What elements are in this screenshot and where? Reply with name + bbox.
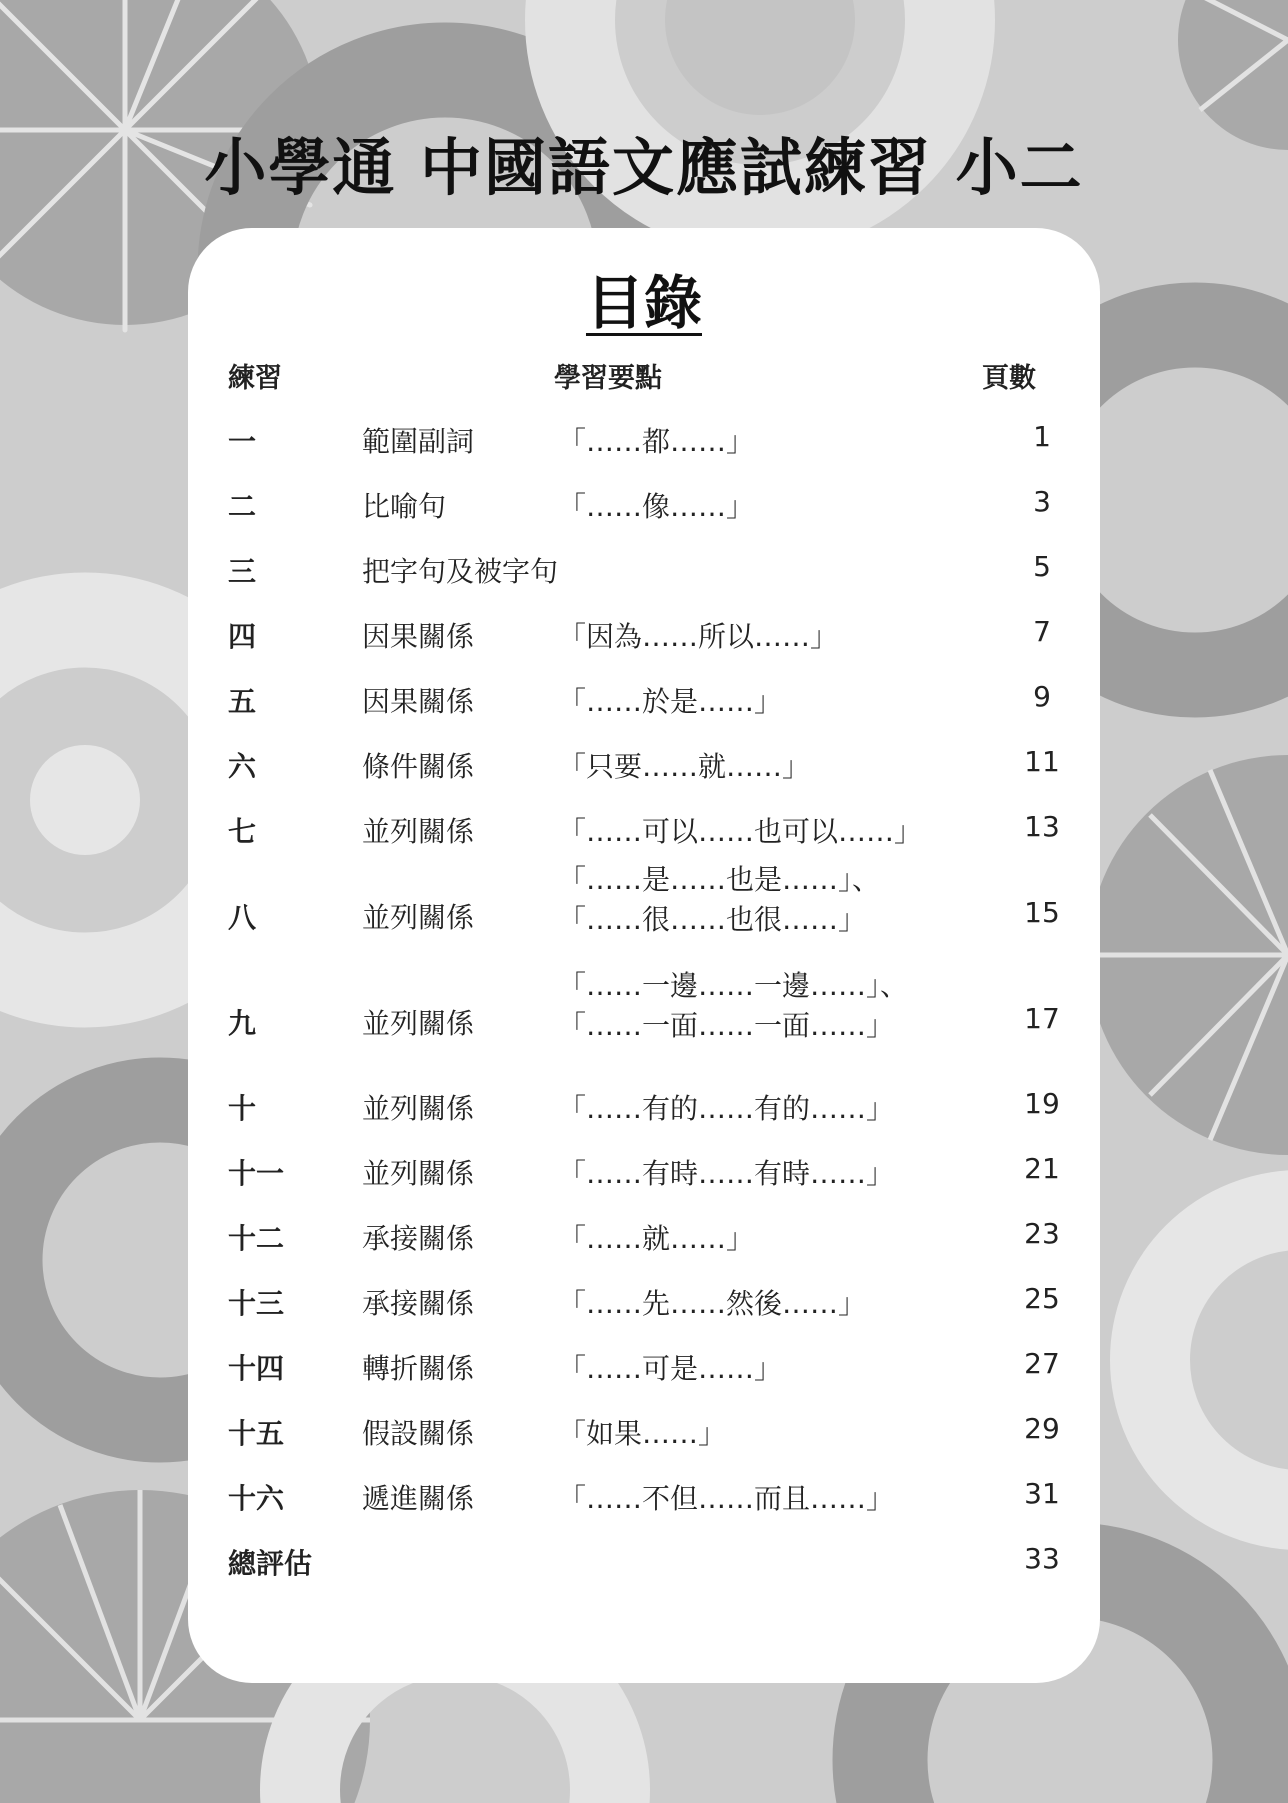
sentence-pattern: 「因為……所以……」 — [558, 620, 839, 653]
exercise-number: 一 — [228, 425, 257, 458]
learning-topic: 條件關係 — [362, 750, 475, 783]
learning-topic: 承接關係 — [362, 1287, 475, 1320]
toc-row — [188, 863, 1100, 936]
exercise-number: 五 — [228, 685, 257, 718]
column-header-focus: 學習要點 — [554, 363, 662, 394]
learning-topic: 並列關係 — [362, 901, 475, 934]
sentence-pattern: 「……可以……也可以……」 — [558, 815, 923, 848]
exercise-number: 四 — [228, 620, 257, 653]
toc-row — [188, 1542, 1100, 1582]
sentence-pattern — [558, 860, 880, 940]
page-number: 11 — [1024, 745, 1060, 778]
exercise-number: 十 — [228, 1092, 257, 1125]
learning-topic: 並列關係 — [362, 1007, 475, 1040]
page-number: 19 — [1024, 1087, 1060, 1120]
learning-topic: 承接關係 — [362, 1222, 475, 1255]
exercise-number: 十四 — [228, 1352, 285, 1385]
page-number: 33 — [1024, 1542, 1060, 1575]
exercise-number: 六 — [228, 750, 257, 783]
toc-row — [188, 745, 1100, 785]
toc-row — [188, 969, 1100, 1042]
page-number: 3 — [1033, 485, 1051, 518]
page-number: 31 — [1024, 1477, 1060, 1510]
toc-row — [188, 420, 1100, 460]
learning-topic: 因果關係 — [362, 620, 475, 653]
toc-row — [188, 810, 1100, 850]
exercise-number: 十二 — [228, 1222, 285, 1255]
sentence-pattern: 「只要……就……」 — [558, 750, 811, 783]
page-number: 15 — [1024, 896, 1060, 929]
exercise-number: 七 — [228, 815, 257, 848]
sentence-pattern: 「……像……」 — [558, 490, 755, 523]
sentence-pattern: 「……都……」 — [558, 425, 755, 458]
sentence-pattern: 「……於是……」 — [558, 685, 783, 718]
page-number: 1 — [1033, 420, 1051, 453]
sentence-pattern-line-2: 「……很……也很……」 — [558, 903, 867, 936]
learning-topic: 轉折關係 — [362, 1352, 475, 1385]
learning-topic: 並列關係 — [362, 1092, 475, 1125]
learning-topic: 把字句及被字句 — [362, 555, 559, 588]
page-number: 25 — [1024, 1282, 1060, 1315]
toc-heading: 目錄 — [585, 269, 702, 337]
sentence-pattern: 「……就……」 — [558, 1222, 755, 1255]
column-header-exercise: 練習 — [228, 363, 282, 394]
toc-row — [188, 1087, 1100, 1127]
toc-row — [188, 1217, 1100, 1257]
column-header-page: 頁數 — [982, 363, 1036, 394]
sentence-pattern: 「……有的……有的……」 — [558, 1092, 895, 1125]
exercise-number: 二 — [228, 490, 257, 523]
page-number: 21 — [1024, 1152, 1060, 1185]
book-title: 小學通 中國語文應試練習 小二 — [204, 131, 1084, 204]
toc-row — [188, 1282, 1100, 1322]
toc-row — [188, 550, 1100, 590]
toc-row — [188, 680, 1100, 720]
toc-row — [188, 1412, 1100, 1452]
exercise-number: 總評估 — [228, 1547, 313, 1580]
table-of-contents-card — [188, 228, 1100, 1683]
toc-row — [188, 615, 1100, 655]
page-number: 13 — [1024, 810, 1060, 843]
page-number: 7 — [1033, 615, 1051, 648]
learning-topic: 並列關係 — [362, 1157, 475, 1190]
sentence-pattern: 「……不但……而且……」 — [558, 1482, 895, 1515]
page-number: 9 — [1033, 680, 1051, 713]
sentence-pattern-line-1: 「……一邊……一邊……」、 — [558, 969, 909, 1002]
exercise-number: 三 — [228, 555, 257, 588]
sentence-pattern-line-2: 「……一面……一面……」 — [558, 1009, 895, 1042]
toc-row — [188, 485, 1100, 525]
sentence-pattern: 「……先……然後……」 — [558, 1287, 867, 1320]
toc-row — [188, 1347, 1100, 1387]
sentence-pattern: 「……有時……有時……」 — [558, 1157, 895, 1190]
exercise-number: 九 — [228, 1007, 257, 1040]
exercise-number: 八 — [228, 901, 257, 934]
learning-topic: 遞進關係 — [362, 1482, 475, 1515]
sentence-pattern: 「……可是……」 — [558, 1352, 783, 1385]
toc-row — [188, 1477, 1100, 1517]
learning-topic: 比喻句 — [362, 490, 447, 523]
learning-topic: 因果關係 — [362, 685, 475, 718]
exercise-number: 十六 — [228, 1482, 285, 1515]
exercise-number: 十一 — [228, 1157, 285, 1190]
sentence-pattern-line-1: 「……是……也是……」、 — [558, 863, 881, 896]
page-number: 27 — [1024, 1347, 1060, 1380]
learning-topic: 範圍副詞 — [362, 425, 475, 458]
exercise-number: 十三 — [228, 1287, 285, 1320]
page-number: 17 — [1024, 1002, 1060, 1035]
learning-topic: 假設關係 — [362, 1417, 475, 1450]
sentence-pattern — [558, 966, 908, 1046]
learning-topic: 並列關係 — [362, 815, 475, 848]
page-number: 29 — [1024, 1412, 1060, 1445]
toc-row — [188, 1152, 1100, 1192]
exercise-number: 十五 — [228, 1417, 285, 1450]
page-number: 23 — [1024, 1217, 1060, 1250]
page-number: 5 — [1033, 550, 1051, 583]
sentence-pattern: 「如果……」 — [558, 1417, 727, 1450]
